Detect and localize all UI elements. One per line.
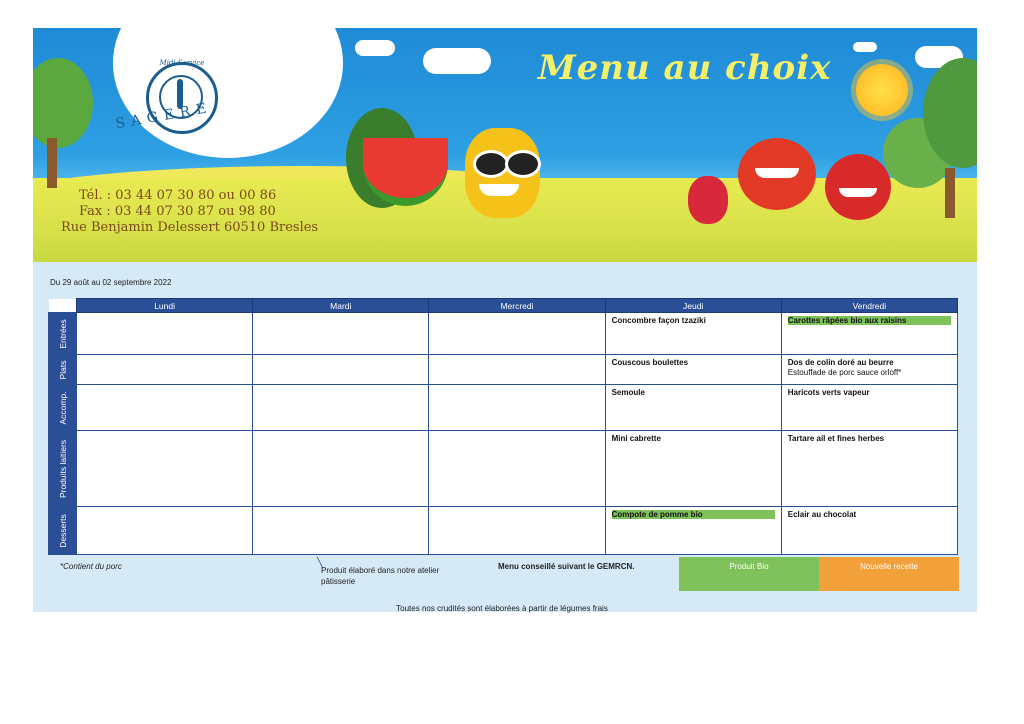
menu-row bbox=[49, 431, 958, 507]
row-label-cell bbox=[49, 313, 77, 355]
sunglasses-icon bbox=[473, 150, 509, 178]
menu-cell bbox=[77, 431, 253, 507]
day-header: Vendredi bbox=[781, 299, 957, 313]
menu-cell bbox=[77, 313, 253, 355]
menu-cell bbox=[77, 385, 253, 431]
smile bbox=[479, 184, 519, 196]
menu-cell bbox=[253, 431, 429, 507]
dish-alternative: Estouffade de porc sauce orloff* bbox=[787, 368, 902, 377]
menu-cell bbox=[605, 431, 781, 507]
dish-name: Eclair au chocolat bbox=[787, 510, 857, 519]
patisserie-note-text: Produit élaboré dans notre atelier pâtisserie bbox=[321, 566, 440, 586]
menu-cell bbox=[605, 385, 781, 431]
legend-bio: Produit Bio bbox=[679, 557, 819, 591]
menu-cell bbox=[253, 507, 429, 555]
menu-row bbox=[49, 507, 958, 555]
row-label: Accomp. bbox=[57, 390, 68, 425]
dish-name: Haricots verts vapeur bbox=[787, 388, 870, 397]
sun-icon bbox=[856, 64, 908, 116]
menu-cell bbox=[781, 385, 957, 431]
day-header: Mercredi bbox=[429, 299, 605, 313]
row-label: Entrées bbox=[57, 318, 68, 349]
fax-line: Fax : 03 44 07 30 87 ou 98 80 bbox=[79, 204, 276, 219]
menu-cell bbox=[253, 355, 429, 385]
sunglasses-icon bbox=[505, 150, 541, 178]
menu-row bbox=[49, 313, 958, 355]
menu-cell bbox=[253, 313, 429, 355]
address-line: Rue Benjamin Delessert 60510 Bresles bbox=[61, 220, 319, 235]
brand-name: SAGERE bbox=[114, 99, 214, 133]
menu-cell bbox=[429, 355, 605, 385]
dish-name: Compote de pomme bio bbox=[612, 510, 775, 519]
tree-trunk bbox=[47, 138, 57, 188]
row-label-cell bbox=[49, 355, 77, 385]
menu-cell bbox=[429, 431, 605, 507]
dish-name: Concombre façon tzaziki bbox=[611, 316, 706, 325]
row-label: Desserts bbox=[57, 513, 68, 548]
cloud-icon bbox=[853, 42, 877, 52]
logo-script: Midi Service bbox=[159, 59, 205, 67]
page-title: Menu au choix bbox=[538, 48, 832, 88]
phone-line: Tél. : 03 44 07 30 80 ou 00 86 bbox=[79, 188, 277, 203]
day-header: Lundi bbox=[77, 299, 253, 313]
menu-table bbox=[48, 298, 958, 555]
dish-name: Couscous boulettes bbox=[611, 358, 689, 367]
menu-cell bbox=[781, 313, 957, 355]
cloud-icon bbox=[355, 40, 395, 56]
menu-row bbox=[49, 355, 958, 385]
tree-trunk bbox=[945, 168, 955, 218]
dish-name: Semoule bbox=[611, 388, 645, 397]
day-header: Mardi bbox=[253, 299, 429, 313]
whisk-icon: ╲ bbox=[317, 558, 324, 569]
dish-name: Dos de colin doré au beurre bbox=[787, 358, 894, 367]
corner-cell bbox=[49, 299, 77, 313]
menu-cell bbox=[781, 355, 957, 385]
menu-cell bbox=[253, 385, 429, 431]
row-label-cell bbox=[49, 431, 77, 507]
smile bbox=[755, 168, 799, 178]
gemrcn-note: Menu conseillé suivant le GEMRCN. bbox=[498, 562, 635, 571]
footer-note: Toutes nos crudités sont élaborées à partir de légumes frais bbox=[396, 604, 608, 613]
menu-cell bbox=[77, 355, 253, 385]
dish-name: Tartare ail et fines herbes bbox=[787, 434, 885, 443]
dish-name: Carottes râpées bio aux raisins bbox=[788, 316, 951, 325]
menu-cell bbox=[429, 385, 605, 431]
dish-name: Mini cabrette bbox=[611, 434, 661, 443]
menu-cell bbox=[429, 507, 605, 555]
menu-cell bbox=[605, 507, 781, 555]
row-label: Plats bbox=[57, 360, 68, 379]
cloud-icon bbox=[423, 48, 491, 74]
menu-period: Du 29 août au 02 septembre 2022 bbox=[50, 278, 172, 287]
menu-row bbox=[49, 385, 958, 431]
day-header: Jeudi bbox=[605, 299, 781, 313]
day-header-row bbox=[49, 299, 958, 313]
menu-cell bbox=[781, 431, 957, 507]
menu-cell bbox=[781, 507, 957, 555]
cherry-icon bbox=[825, 154, 891, 220]
row-label-cell bbox=[49, 385, 77, 431]
row-label-cell bbox=[49, 507, 77, 555]
smile bbox=[839, 188, 877, 197]
menu-cell bbox=[77, 507, 253, 555]
porc-note: *Contient du porc bbox=[60, 562, 122, 571]
legend-new-recipe: Nouvelle recette bbox=[819, 557, 959, 591]
menu-cell bbox=[605, 355, 781, 385]
menu-cell bbox=[429, 313, 605, 355]
patisserie-note bbox=[317, 558, 471, 587]
contact-info bbox=[61, 188, 318, 236]
row-label: Produits laitiers bbox=[57, 439, 68, 498]
raspberry-icon bbox=[688, 176, 728, 224]
tree-icon bbox=[33, 58, 93, 148]
menu-cell bbox=[605, 313, 781, 355]
